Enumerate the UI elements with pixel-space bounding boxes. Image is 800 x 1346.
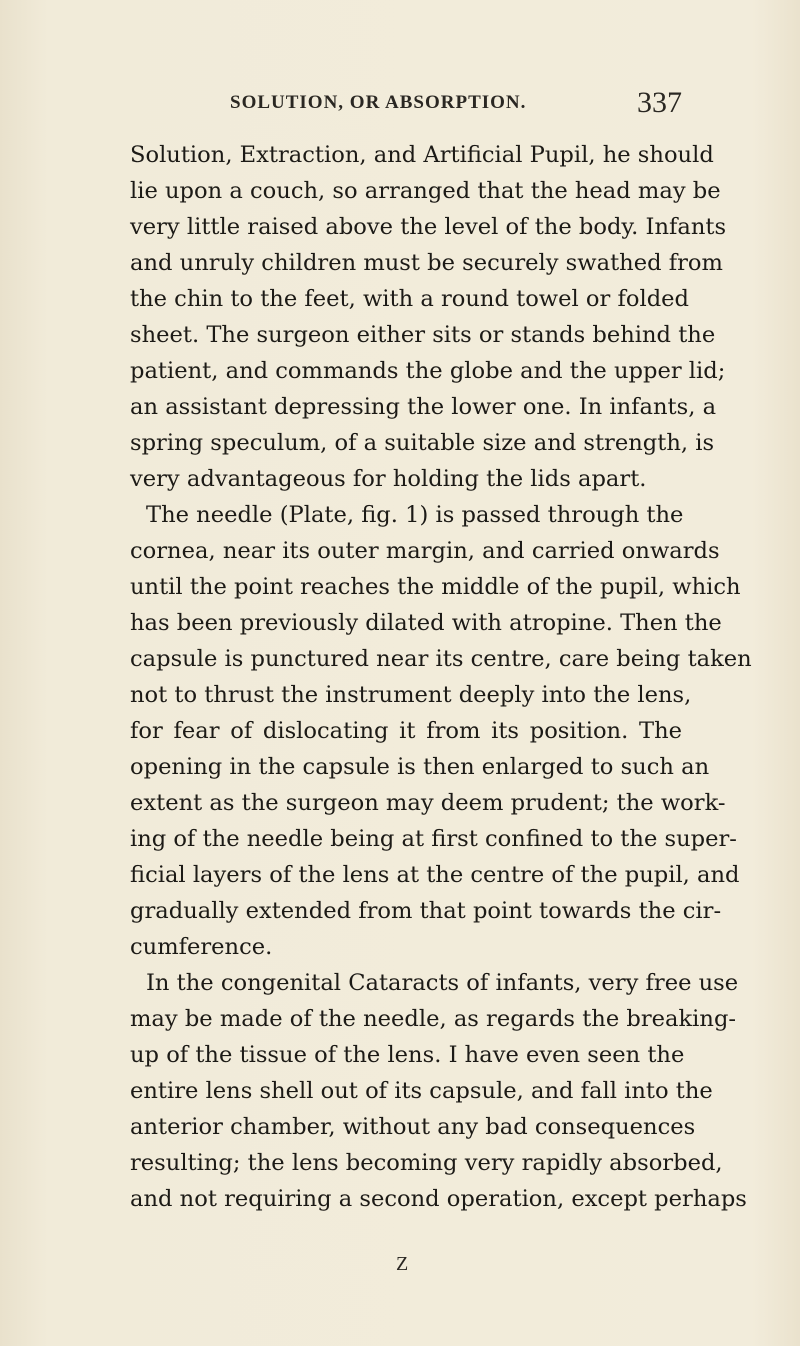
text-line: and not requiring a second operation, except perhaps [130, 1186, 747, 1212]
text-line: The needle (Plate, fig. 1) is passed through the [146, 502, 684, 528]
text-line: very little raised above the level of the body. Infants [130, 214, 727, 240]
text-line: has been previously dilated with atropine. Then the [130, 610, 722, 636]
text-line: In the congenital Cataracts of infants, very free use [146, 970, 739, 996]
text-line: may be made of the needle, as regards the breaking- [130, 1006, 737, 1032]
text-line: extent as the surgeon may deem prudent; the work- [130, 790, 726, 816]
running-head: SOLUTION, OR ABSORPTION. [230, 92, 527, 113]
signature-mark: Z [396, 1253, 409, 1275]
text-line: for fear of dislocating it from its position. The [130, 718, 682, 744]
text-line: patient, and commands the globe and the upper lid; [130, 358, 726, 384]
text-line: and unruly children must be securely swathed from [130, 250, 723, 276]
text-line: spring speculum, of a suitable size and strength, is [130, 430, 715, 456]
text-line: cumference. [130, 934, 273, 960]
text-line: an assistant depressing the lower one. In infants, a [130, 394, 717, 420]
text-line: capsule is punctured near its centre, care being taken [130, 646, 752, 672]
page-number: 337 [637, 86, 682, 119]
text-line: entire lens shell out of its capsule, and fall into the [130, 1078, 713, 1104]
text-line: until the point reaches the middle of the pupil, which [130, 574, 741, 600]
text-line: anterior chamber, without any bad consequences [130, 1114, 696, 1140]
text-line: up of the tissue of the lens. I have even seen the [130, 1042, 685, 1068]
text-line: ficial layers of the lens at the centre of the pupil, and [130, 862, 740, 888]
text-line: sheet. The surgeon either sits or stands behind the [130, 322, 716, 348]
text-line: opening in the capsule is then enlarged to such an [130, 754, 710, 780]
text-line: resulting; the lens becoming very rapidly absorbed, [130, 1150, 723, 1176]
text-line: ing of the needle being at first confined to the super- [130, 826, 737, 852]
text-line: lie upon a couch, so arranged that the head may be [130, 178, 721, 204]
text-line: gradually extended from that point towards the cir- [130, 898, 722, 924]
text-line: Solution, Extraction, and Artificial Pupil, he should [130, 142, 714, 168]
page-header [130, 88, 682, 128]
text-line: the chin to the feet, with a round towel or folded [130, 286, 689, 312]
text-line: very advantageous for holding the lids apart. [130, 466, 647, 492]
text-line: not to thrust the instrument deeply into the lens, [130, 682, 692, 708]
text-line: cornea, near its outer margin, and carried onwards [130, 538, 720, 564]
body-text [130, 137, 752, 1217]
